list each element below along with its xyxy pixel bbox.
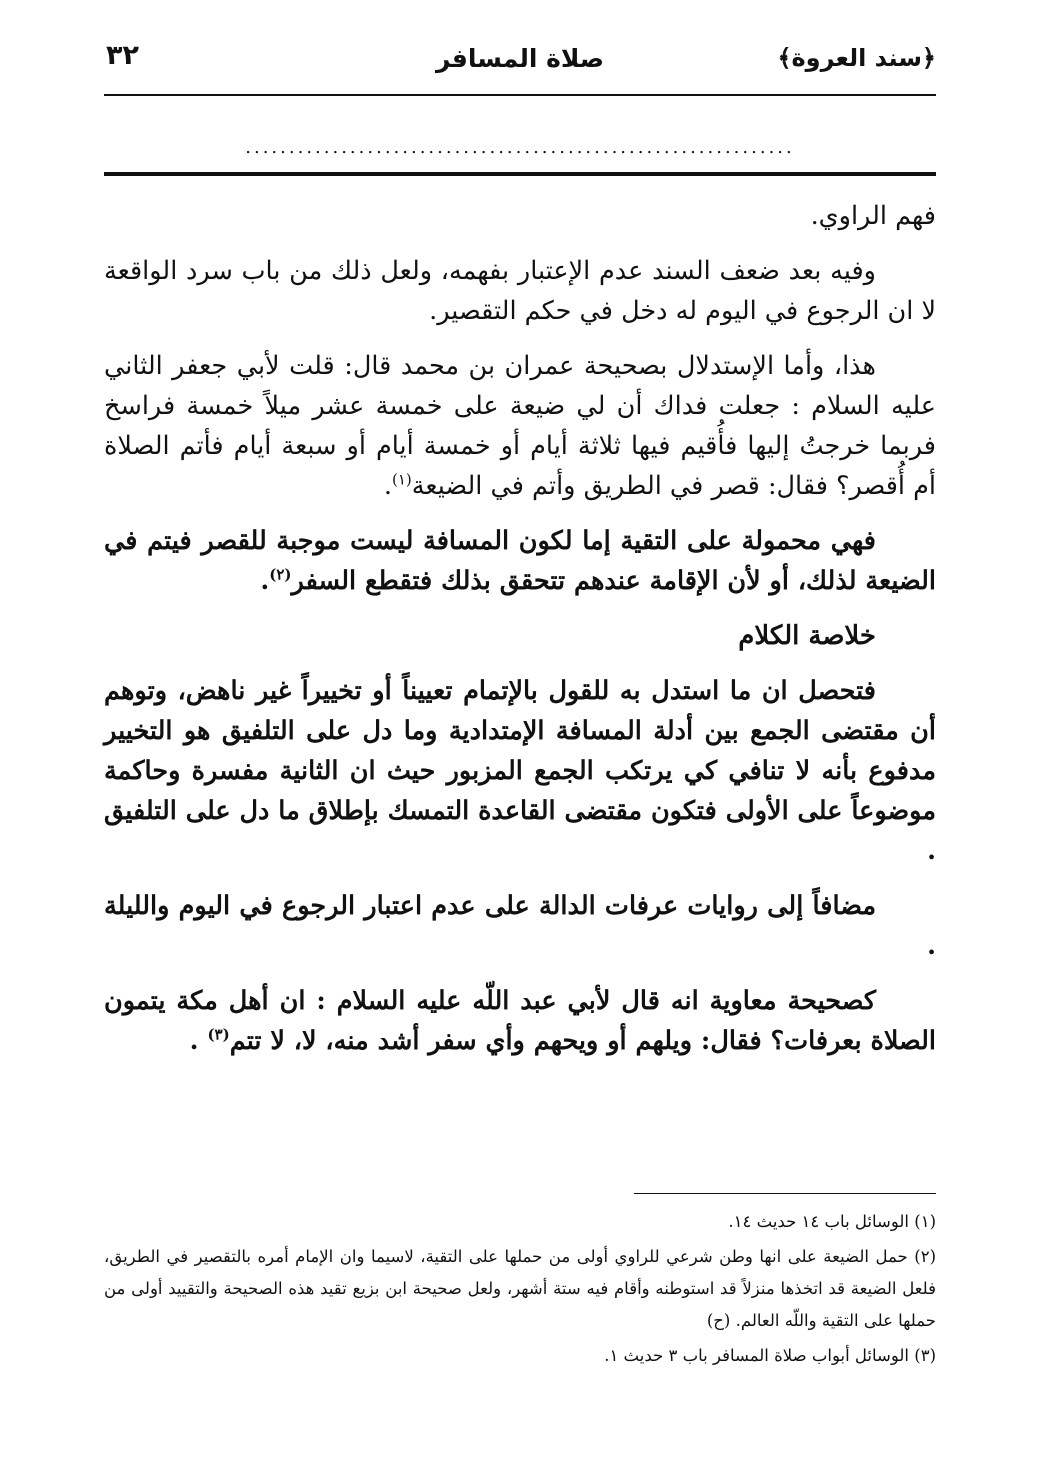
paragraph-6: مضافاً إلى روايات عرفات الدالة على عدم اعتبار الرجوع في اليوم والليلة . (104, 891, 936, 961)
footnote-ref-1: (١) (391, 470, 412, 489)
page-header (104, 36, 936, 92)
paragraph-2: وفيه بعد ضعف السند عدم الإعتبار بفهمه، ولعل ذلك من باب سرد الواقعة لا ان الرجوع في اليوم له دخل في حكم التقصير. (104, 256, 936, 326)
paragraph-4-text: فهي محمولة على التقية إما لكون المسافة ليست موجبة للقصر فيتم في الضيعة لذلك، أو لأن الإقامة عندهم تتحقق بذلك فتقطع السفر (104, 526, 936, 596)
page-number: ٣٢ (106, 40, 139, 71)
section-heading: خلاصة الكلام (738, 621, 876, 651)
paragraph-7 (104, 981, 936, 1061)
paragraph-4-end: . (260, 566, 270, 596)
paragraph-1: فهم الراوي. (810, 201, 936, 231)
paragraph-3-end: . (383, 471, 392, 501)
footnotes (104, 1206, 936, 1375)
footnote-ref-3: (٣) (207, 1025, 230, 1044)
paragraph-3 (104, 346, 936, 506)
paragraph-5: فتحصل ان ما استدل به للقول بالإتمام تعييناً أو تخييراً غير ناهض، وتوهم أن مقتضى الجمع بين أدلة المسافة الإمتدادية وما دل على التلفيق هو التخيير مدفوع بأنه لا تنافي كي يرتكب الجمع المزبور حيث ان الثانية مفسرة وحاكمة موضوعاً على الأولى فتكون مقتضى القاعدة التمسك بإطلاق ما دل على التلفيق . (104, 676, 936, 866)
footnote-3: (٣) الوسائل أبواب صلاة المسافر باب ٣ حديث ١. (604, 1346, 936, 1365)
separator-dots: ............................................................... (245, 138, 795, 158)
paragraph-3-text: هذا، وأما الإستدلال بصحيحة عمران بن محمد قال: قلت لأبي جعفر الثاني عليه السلام : جعلت فداك أن لي ضيعة على خمسة عشر ميلاً خمسة فراسخ فربما خرجتُ إليها فأُقيم فيها ثلاثة أيام أو خمسة أيام أو سبعة أيام فأتم الصلاة أم أُقصر؟ فقال: قصر في الطريق وأتم في الضيعة (104, 351, 936, 501)
footnote-rule (634, 1193, 936, 1194)
chapter-title: صلاة المسافر (435, 44, 605, 73)
thick-separator-rule (104, 172, 936, 176)
header-rule (104, 94, 936, 96)
book-title: ﴿سند العروة﴾ (777, 44, 936, 72)
paragraph-7-end: . (189, 1026, 208, 1056)
main-text (104, 196, 936, 1076)
footnote-1: (١) الوسائل باب ١٤ حديث ١٤. (728, 1212, 936, 1231)
footnote-ref-2: (٢) (269, 565, 292, 584)
footnote-2: (٢) حمل الضيعة على انها وطن شرعي للراوي أولى من حملها على التقية، لاسيما وان الإمام أمره بالتقصير في الطريق، فلعل الضيعة قد اتخذها منزلاً قد استوطنه وأقام فيه ستة أشهر، ولعل صحيحة ابن بزيع تقيد هذه الصحيحة والتقييد أولى من حملها على التقية واللّه العالم. (ح) (104, 1247, 936, 1330)
book-page (104, 36, 936, 1456)
paragraph-7-text: كصحيحة معاوية انه قال لأبي عبد اللّه عليه السلام : ان أهل مكة يتمون الصلاة بعرفات؟ فقال: ويلهم أو ويحهم وأي سفر أشد منه، لا، لا تتم (104, 986, 936, 1056)
paragraph-4 (104, 521, 936, 601)
